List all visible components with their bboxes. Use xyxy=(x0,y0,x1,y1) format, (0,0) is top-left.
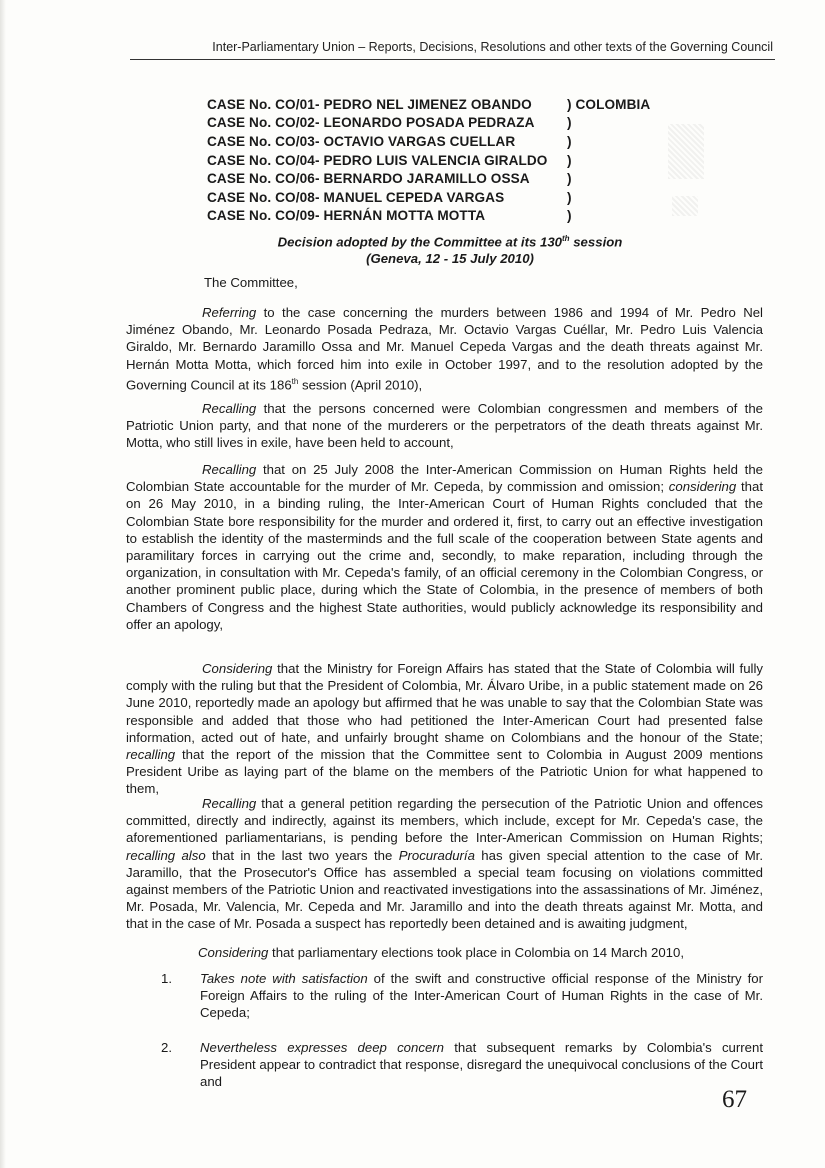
paragraph-referring: Referring to the case concerning the murders between 1986 and 1994 of Mr. Pedro Nel Jiménez Obando, Mr. Leonardo Posada Pedraza, Mr. Octavio Vargas Cuéllar, Mr. Pedro Luis Valencia Giraldo, Mr. Bernardo Jaramillo Ossa and Mr. Manuel Cepeda Vargas and the death threats against Mr. Hernán Motta Motta, which forced him into exile in October 1997, and to the resolution adopted by the Governing Council at its 186th session (April 2010), xyxy=(126,305,763,393)
item-text: Nevertheless expresses deep concern that subsequent remarks by Colombia's current President appear to contradict that response, disregard the unequivocal conclusions of the Court and xyxy=(200,1040,764,1090)
case-name: - MANUEL CEPEDA VARGAS xyxy=(315,189,505,205)
case-number: CASE No. CO/02 xyxy=(207,115,315,131)
operative-item-1 xyxy=(126,970,763,1022)
case-number: CASE No. CO/08 xyxy=(207,189,315,205)
case-number: CASE No. CO/03 xyxy=(207,133,315,149)
case-row xyxy=(207,151,687,170)
case-country: ) xyxy=(567,208,572,224)
case-country: ) xyxy=(567,171,572,187)
case-row xyxy=(207,95,687,114)
decision-line-1: Decision adopted by the Committee at its 130th session xyxy=(277,234,623,250)
header-rule xyxy=(130,59,775,60)
scan-stamp-mark xyxy=(672,196,698,216)
paragraph-considering-1: Considering that the Ministry for Foreign Affairs has stated that the State of Colombia will fully comply with the ruling but that the President of Colombia, Mr. Álvaro Uribe, in a public statement made on 26 June 2010, reportedly made an apology but affirmed that he was unable to say that the Colombian State was responsible and added that those who had petitioned the Inter-American Court had presented false information, acted out of hate, and unfairly brought shame on Colombians and the honour of the State; recalling that the report of the mission that the Committee sent to Colombia in August 2009 mentions President Uribe as laying part of the blame on the members of the Patriotic Union for what happened to them, xyxy=(126,661,763,797)
case-country: ) xyxy=(567,133,572,149)
paragraph-recalling-3: Recalling that a general petition regarding the persecution of the Patriotic Union and offences committed, directly and indirectly, against its members, which include, except for Mr. Cepeda's case, the aforementioned parliamentarians, is pending before the Inter-American Commission on Human Rights; recalling also that in the last two years the Procuraduría has given special attention to the case of Mr. Jaramillo, that the Prosecutor's Office has assembled a special team focusing on violations committed against members of the Patriotic Union and reactivated investigations into the assassinations of Mr. Jiménez, Mr. Posada, Mr. Valencia, Mr. Cepeda and Mr. Jaramillo and into the death threats against Mr. Motta, and that in the case of Mr. Posada a suspect has reportedly been detained and is awaiting judgment, xyxy=(126,796,764,932)
case-number: CASE No. CO/09 xyxy=(207,208,315,224)
decision-line-2: (Geneva, 12 - 15 July 2010) xyxy=(366,251,534,267)
case-row xyxy=(207,188,687,207)
case-number: CASE No. CO/01 xyxy=(207,96,315,112)
case-row xyxy=(207,132,687,151)
case-row xyxy=(207,207,687,226)
case-name: - LEONARDO POSADA PEDRAZA xyxy=(315,115,535,131)
decision-heading xyxy=(220,230,680,267)
committee-intro: The Committee, xyxy=(204,275,298,290)
case-country: ) COLOMBIA xyxy=(567,96,651,112)
case-country: ) xyxy=(567,189,572,205)
case-country: ) xyxy=(567,152,572,168)
paragraph-considering-2: Considering that parliamentary elections took place in Colombia on 14 March 2010, xyxy=(198,945,685,960)
scan-edge xyxy=(0,0,6,1168)
paragraph-recalling-1: Recalling that the persons concerned were Colombian congressmen and members of the Patriotic Union party, and that none of the murderers or the perpetrators of the death threats against Mr. Motta, who still lives in exile, have been held to account, xyxy=(126,401,763,451)
item-text: Takes note with satisfaction of the swift and constructive official response of the Ministry for Foreign Affairs to the ruling of the Inter-American Court of Human Rights in the case of Mr. Cepeda; xyxy=(200,971,763,1021)
case-name: - PEDRO NEL JIMENEZ OBANDO xyxy=(315,96,532,112)
case-number: CASE No. CO/04 xyxy=(207,152,315,168)
case-country: ) xyxy=(567,115,572,131)
scan-stamp-mark xyxy=(668,124,704,179)
case-list xyxy=(207,95,687,225)
operative-item-2 xyxy=(126,1039,763,1091)
case-row xyxy=(207,169,687,188)
paragraph-recalling-2: Recalling that on 25 July 2008 the Inter-American Commission on Human Rights held the Colombian State accountable for the murder of Mr. Cepeda, by commission and omission; considering that on 26 May 2010, in a binding ruling, the Inter-American Court of Human Rights concluded that the Colombian State bore responsibility for the murder and ordered it, first, to carry out an effective investigation to establish the identity of the masterminds and the full scale of the cooperation between State agents and paramilitary forces in carrying out the crime and, secondly, to make reparation, including through the organization, in consultation with Mr. Cepeda's family, of an official ceremony in the Colombian Congress, or another prominent public place, during which the State of Colombia, in the presence of members of both Chambers of Congress and the highest State authorities, would publicly acknowledge its responsibility and offer an apology, xyxy=(126,462,763,632)
case-row xyxy=(207,114,687,133)
case-name: - PEDRO LUIS VALENCIA GIRALDO xyxy=(315,152,548,168)
item-number: 1. xyxy=(161,971,172,986)
case-number: CASE No. CO/06 xyxy=(207,171,315,187)
running-header: Inter-Parliamentary Union – Reports, Decisions, Resolutions and other texts of the Governing Council xyxy=(212,40,773,54)
item-number: 2. xyxy=(161,1040,172,1055)
page-number: 67 xyxy=(722,1086,747,1113)
case-name: - BERNARDO JARAMILLO OSSA xyxy=(315,171,530,187)
case-name: - OCTAVIO VARGAS CUELLAR xyxy=(315,133,516,149)
case-name: - HERNÁN MOTTA MOTTA xyxy=(315,208,486,224)
